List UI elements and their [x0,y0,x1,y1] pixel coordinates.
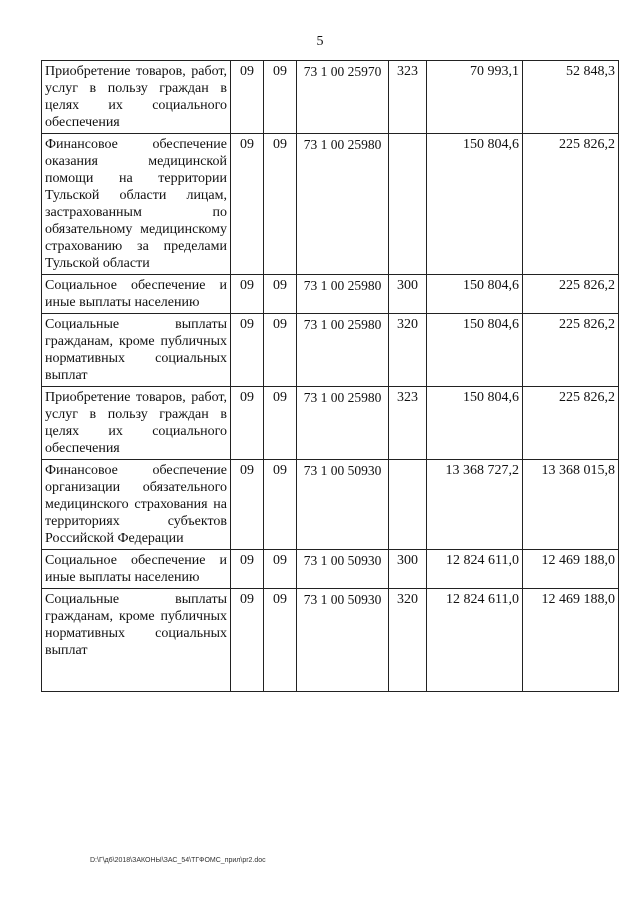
expense-type-cell: 323 [389,61,427,134]
section-code-cell: 09 [231,61,264,134]
target-article-cell: 73 1 00 25980 [297,275,389,314]
table-row [42,589,619,692]
amount-year2-cell: 225 826,2 [523,314,619,387]
amount-year2-cell: 52 848,3 [523,61,619,134]
amount-year2-cell: 225 826,2 [523,134,619,275]
document-file-path: D:\Г\д6\2018\ЗАКОНЫ\ЗАС_54\ТГФОМС_прил\pr2.doc [90,857,266,864]
section-code-cell: 09 [231,460,264,550]
subsection-code-cell: 09 [264,275,297,314]
section-code-cell: 09 [231,134,264,275]
amount-year2-cell: 12 469 188,0 [523,589,619,692]
budget-table [41,60,619,692]
amount-year1-cell: 12 824 611,0 [427,550,523,589]
section-code-cell: 09 [231,550,264,589]
target-article-cell: 73 1 00 50930 [297,589,389,692]
section-code-cell: 09 [231,275,264,314]
expense-name-cell: Социальное обеспечение и иные выплаты населению [42,550,231,589]
amount-year2-cell: 12 469 188,0 [523,550,619,589]
target-article-cell: 73 1 00 25980 [297,314,389,387]
expense-name-cell: Финансовое обеспечение оказания медицинской помощи на территории Тульской области лицам, застрахованным по обязательному медицинскому страхованию за пределами Тульской области [42,134,231,275]
section-code-cell: 09 [231,314,264,387]
expense-name-cell: Социальные выплаты гражданам, кроме публичных нормативных социальных выплат [42,589,231,692]
target-article-cell: 73 1 00 50930 [297,550,389,589]
amount-year1-cell: 150 804,6 [427,275,523,314]
expense-name-cell: Финансовое обеспечение организации обязательного медицинского страхования на территориях субъектов Российской Федерации [42,460,231,550]
target-article-cell: 73 1 00 50930 [297,460,389,550]
amount-year1-cell: 150 804,6 [427,314,523,387]
amount-year2-cell: 225 826,2 [523,387,619,460]
expense-type-cell: 323 [389,387,427,460]
section-code-cell: 09 [231,589,264,692]
table-row [42,314,619,387]
subsection-code-cell: 09 [264,134,297,275]
table-row [42,275,619,314]
table-row [42,460,619,550]
expense-type-cell: 320 [389,314,427,387]
section-code-cell: 09 [231,387,264,460]
target-article-cell: 73 1 00 25980 [297,134,389,275]
amount-year1-cell: 12 824 611,0 [427,589,523,692]
expense-name-cell: Социальные выплаты гражданам, кроме публичных нормативных социальных выплат [42,314,231,387]
amount-year1-cell: 70 993,1 [427,61,523,134]
amount-year2-cell: 13 368 015,8 [523,460,619,550]
expense-type-cell: 300 [389,275,427,314]
expense-type-cell: 320 [389,589,427,692]
subsection-code-cell: 09 [264,460,297,550]
table-row [42,134,619,275]
table-row [42,387,619,460]
expense-name-cell: Приобретение товаров, работ, услуг в пользу граждан в целях их социального обеспечения [42,61,231,134]
expense-name-cell: Приобретение товаров, работ, услуг в пользу граждан в целях их социального обеспечения [42,387,231,460]
target-article-cell: 73 1 00 25970 [297,61,389,134]
amount-year1-cell: 150 804,6 [427,387,523,460]
page-number: 5 [316,34,324,49]
expense-type-cell [389,134,427,275]
amount-year1-cell: 150 804,6 [427,134,523,275]
table-row [42,61,619,134]
table-row [42,550,619,589]
subsection-code-cell: 09 [264,589,297,692]
subsection-code-cell: 09 [264,550,297,589]
expense-type-cell: 300 [389,550,427,589]
budget-table-body [42,61,619,692]
expense-name-cell: Социальное обеспечение и иные выплаты населению [42,275,231,314]
target-article-cell: 73 1 00 25980 [297,387,389,460]
expense-type-cell [389,460,427,550]
subsection-code-cell: 09 [264,314,297,387]
amount-year1-cell: 13 368 727,2 [427,460,523,550]
subsection-code-cell: 09 [264,387,297,460]
amount-year2-cell: 225 826,2 [523,275,619,314]
subsection-code-cell: 09 [264,61,297,134]
